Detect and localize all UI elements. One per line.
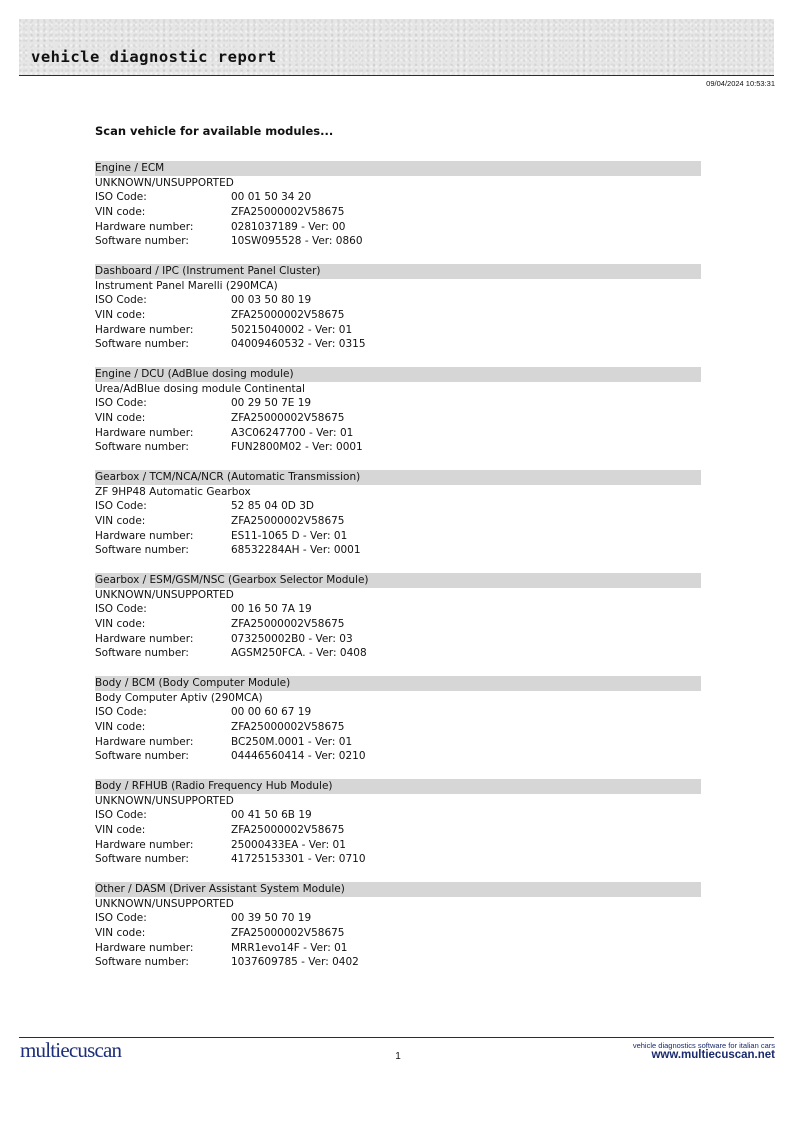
footer-divider <box>19 1037 774 1038</box>
software-number-value: FUN2800M02 - Ver: 0001 <box>231 441 363 454</box>
module-block <box>95 882 701 985</box>
iso-code-value: 00 41 50 6B 19 <box>231 809 312 822</box>
hardware-number-row <box>95 632 701 647</box>
vin-code-row <box>95 823 701 838</box>
vin-code-label: VIN code: <box>95 720 146 733</box>
hardware-number-label: Hardware number: <box>95 529 194 542</box>
iso-code-label: ISO Code: <box>95 397 147 410</box>
iso-code-row <box>95 396 701 411</box>
software-number-row <box>95 440 701 455</box>
software-number-value: 1037609785 - Ver: 0402 <box>231 956 359 969</box>
iso-code-value: 00 03 50 80 19 <box>231 294 312 307</box>
report-title: vehicle diagnostic report <box>31 48 277 66</box>
vin-code-label: VIN code: <box>95 617 146 630</box>
vin-code-label: VIN code: <box>95 823 146 836</box>
software-number-label: Software number: <box>95 544 189 557</box>
iso-code-label: ISO Code: <box>95 500 147 513</box>
module-block <box>95 367 701 470</box>
hardware-number-label: Hardware number: <box>95 632 194 645</box>
software-number-label: Software number: <box>95 750 189 763</box>
hardware-number-value: 50215040002 - Ver: 01 <box>231 323 353 336</box>
software-number-row <box>95 337 701 352</box>
report-timestamp: 09/04/2024 10:53:31 <box>706 79 775 88</box>
report-header-band <box>19 19 774 76</box>
module-list <box>95 161 701 985</box>
software-number-value: 04009460532 - Ver: 0315 <box>231 338 366 351</box>
hardware-number-row <box>95 323 701 338</box>
iso-code-row <box>95 602 701 617</box>
vin-code-label: VIN code: <box>95 205 146 218</box>
module-block <box>95 470 701 573</box>
iso-code-value: 00 29 50 7E 19 <box>231 397 312 410</box>
hardware-number-row <box>95 529 701 544</box>
module-title: Engine / ECM <box>95 161 701 176</box>
vin-code-value: ZFA25000002V58675 <box>231 823 345 836</box>
iso-code-row <box>95 293 701 308</box>
module-block <box>95 264 701 367</box>
software-number-label: Software number: <box>95 441 189 454</box>
module-title: Body / RFHUB (Radio Frequency Hub Module) <box>95 779 701 794</box>
module-description: ZF 9HP48 Automatic Gearbox <box>95 485 251 498</box>
software-number-row <box>95 646 701 661</box>
scan-heading: Scan vehicle for available modules... <box>95 124 334 138</box>
vin-code-row <box>95 720 701 735</box>
iso-code-label: ISO Code: <box>95 294 147 307</box>
software-number-value: 10SW095528 - Ver: 0860 <box>231 235 363 248</box>
module-title: Gearbox / TCM/NCA/NCR (Automatic Transmission) <box>95 470 701 485</box>
vin-code-row <box>95 205 701 220</box>
software-number-label: Software number: <box>95 338 189 351</box>
iso-code-label: ISO Code: <box>95 706 147 719</box>
footer-tagline: vehicle diagnostics software for italian cars <box>632 1041 775 1050</box>
software-number-label: Software number: <box>95 853 189 866</box>
hardware-number-value: 0281037189 - Ver: 00 <box>231 220 346 233</box>
iso-code-label: ISO Code: <box>95 191 147 204</box>
vin-code-row <box>95 411 701 426</box>
vin-code-value: ZFA25000002V58675 <box>231 926 345 939</box>
hardware-number-label: Hardware number: <box>95 838 194 851</box>
vin-code-label: VIN code: <box>95 926 146 939</box>
iso-code-label: ISO Code: <box>95 809 147 822</box>
software-number-row <box>95 852 701 867</box>
hardware-number-row <box>95 941 701 956</box>
software-number-row <box>95 749 701 764</box>
iso-code-value: 00 39 50 70 19 <box>231 912 312 925</box>
module-block <box>95 161 701 264</box>
module-description: Instrument Panel Marelli (290MCA) <box>95 279 278 292</box>
module-description: UNKNOWN/UNSUPPORTED <box>95 897 234 910</box>
module-block <box>95 573 701 676</box>
iso-code-value: 52 85 04 0D 3D <box>231 500 314 513</box>
hardware-number-value: ES11-1065 D - Ver: 01 <box>231 529 348 542</box>
software-number-row <box>95 543 701 558</box>
vin-code-value: ZFA25000002V58675 <box>231 308 345 321</box>
hardware-number-value: 25000433EA - Ver: 01 <box>231 838 346 851</box>
module-title: Body / BCM (Body Computer Module) <box>95 676 701 691</box>
hardware-number-row <box>95 735 701 750</box>
hardware-number-label: Hardware number: <box>95 735 194 748</box>
hardware-number-label: Hardware number: <box>95 426 194 439</box>
software-number-label: Software number: <box>95 647 189 660</box>
module-description: UNKNOWN/UNSUPPORTED <box>95 176 234 189</box>
vin-code-label: VIN code: <box>95 514 146 527</box>
module-title: Other / DASM (Driver Assistant System Module) <box>95 882 701 897</box>
module-title: Dashboard / IPC (Instrument Panel Cluster) <box>95 264 701 279</box>
vin-code-row <box>95 926 701 941</box>
iso-code-value: 00 00 60 67 19 <box>231 706 312 719</box>
module-description: UNKNOWN/UNSUPPORTED <box>95 794 234 807</box>
module-description: Urea/AdBlue dosing module Continental <box>95 382 305 395</box>
module-block <box>95 676 701 779</box>
hardware-number-value: 073250002B0 - Ver: 03 <box>231 632 353 645</box>
software-number-value: 04446560414 - Ver: 0210 <box>231 750 366 763</box>
hardware-number-label: Hardware number: <box>95 220 194 233</box>
iso-code-row <box>95 705 701 720</box>
module-title: Gearbox / ESM/GSM/NSC (Gearbox Selector Module) <box>95 573 701 588</box>
hardware-number-value: BC250M.0001 - Ver: 01 <box>231 735 353 748</box>
iso-code-label: ISO Code: <box>95 603 147 616</box>
vin-code-value: ZFA25000002V58675 <box>231 617 345 630</box>
iso-code-value: 00 16 50 7A 19 <box>231 603 312 616</box>
software-number-value: 68532284AH - Ver: 0001 <box>231 544 361 557</box>
multiecuscan-logo: multiecuscan <box>20 1038 122 1062</box>
hardware-number-label: Hardware number: <box>95 941 194 954</box>
module-description: Body Computer Aptiv (290MCA) <box>95 691 263 704</box>
iso-code-value: 00 01 50 34 20 <box>231 191 312 204</box>
iso-code-label: ISO Code: <box>95 912 147 925</box>
module-title: Engine / DCU (AdBlue dosing module) <box>95 367 701 382</box>
software-number-label: Software number: <box>95 956 189 969</box>
iso-code-row <box>95 911 701 926</box>
vin-code-row <box>95 617 701 632</box>
software-number-value: AGSM250FCA. - Ver: 0408 <box>231 647 367 660</box>
iso-code-row <box>95 808 701 823</box>
hardware-number-row <box>95 220 701 235</box>
hardware-number-row <box>95 838 701 853</box>
vin-code-row <box>95 514 701 529</box>
vin-code-value: ZFA25000002V58675 <box>231 514 345 527</box>
hardware-number-label: Hardware number: <box>95 323 194 336</box>
vin-code-label: VIN code: <box>95 308 146 321</box>
vin-code-value: ZFA25000002V58675 <box>231 205 345 218</box>
software-number-value: 41725153301 - Ver: 0710 <box>231 853 366 866</box>
module-block <box>95 779 701 882</box>
software-number-label: Software number: <box>95 235 189 248</box>
vin-code-value: ZFA25000002V58675 <box>231 720 345 733</box>
vin-code-value: ZFA25000002V58675 <box>231 411 345 424</box>
iso-code-row <box>95 499 701 514</box>
hardware-number-row <box>95 426 701 441</box>
iso-code-row <box>95 190 701 205</box>
software-number-row <box>95 955 701 970</box>
vin-code-row <box>95 308 701 323</box>
software-number-row <box>95 234 701 249</box>
footer-url[interactable]: www.multiecuscan.net <box>651 1049 775 1061</box>
hardware-number-value: A3C06247700 - Ver: 01 <box>231 426 354 439</box>
page-number: 1 <box>395 1051 401 1062</box>
hardware-number-value: MRR1evo14F - Ver: 01 <box>231 941 348 954</box>
vin-code-label: VIN code: <box>95 411 146 424</box>
module-description: UNKNOWN/UNSUPPORTED <box>95 588 234 601</box>
